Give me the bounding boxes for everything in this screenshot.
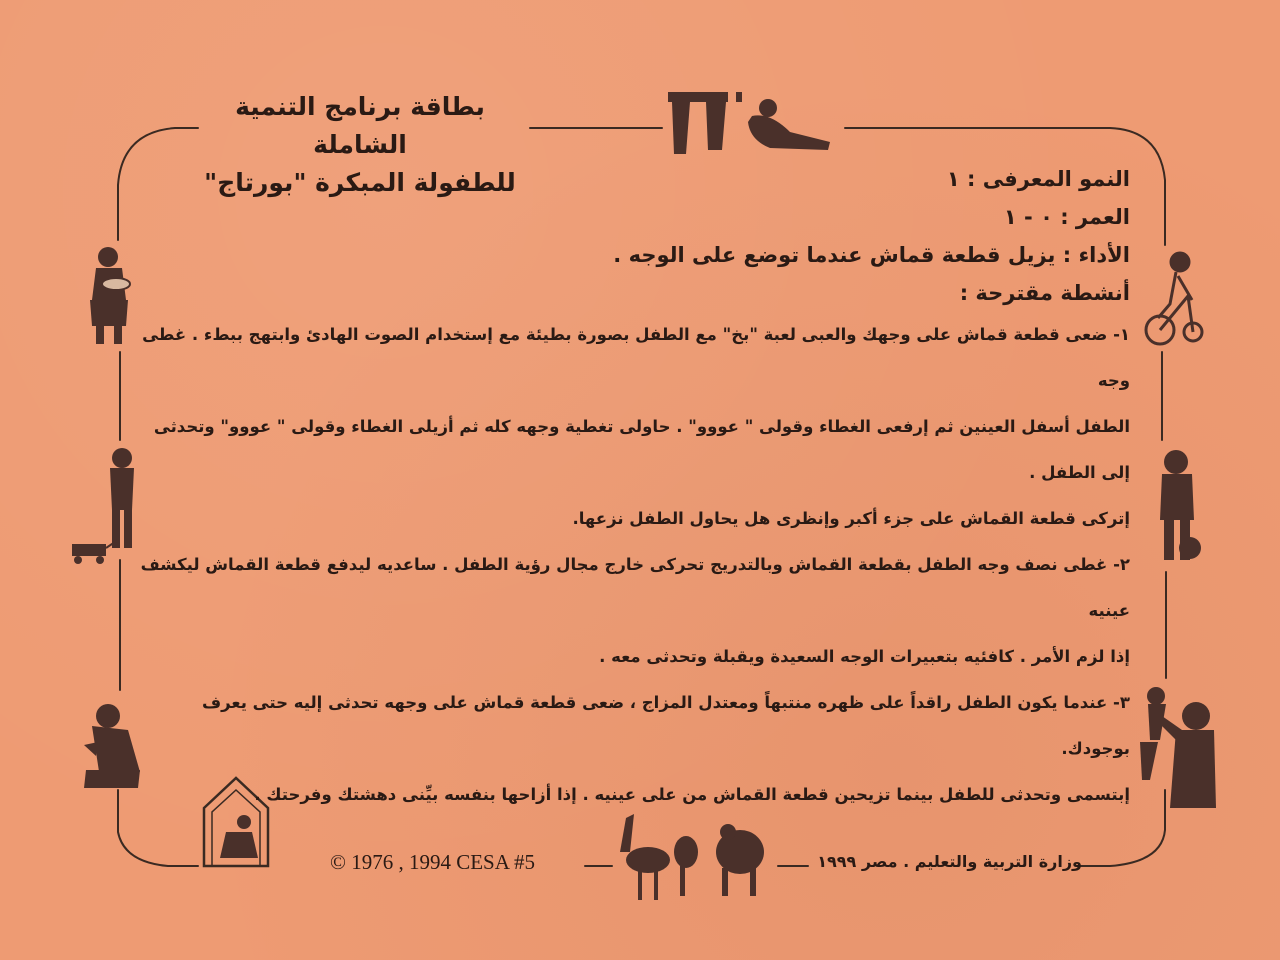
activity-line: الطفل أسفل العينين ثم إرفعى الغطاء وقولى " عووو" . حاولى تغطية وجهه كله ثم أزيلى الغطاء وقولى " عووو" وتحدثى إلى الطفل . (153, 417, 1130, 482)
header-line-1: بطاقة برنامج التنمية الشاملة (235, 92, 485, 159)
domain-label: النمو المعرفى : ١ (946, 167, 1130, 191)
age-label: العمر : ٠ - ١ (1003, 205, 1130, 229)
card-content (130, 160, 1130, 818)
parent-lifting-child-icon (1140, 687, 1216, 808)
activity-line: ٣- عندما يكون الطفل راقداً على ظهره منتبهاً ومعتدل المزاج ، ضعى قطعة قماش على وجهه تحدثى إليه حتى يعرف بوجودك. (201, 693, 1130, 758)
activity-line: ٢- غطى نصف وجه الطفل بقطعة القماش وبالتدريج تحركى خارج مجال رؤية الطفل . ساعديه ليدفع قطعة القماش ليكشف عينيه (140, 555, 1130, 620)
child-on-floor-icon (668, 92, 830, 154)
activity-line: إبتسمى وتحدثى للطفل بينما تزيحين قطعة القماش من على عينيه . إذا أزاحها بنفسه بيِّنى دهشتك وفرحتك . (254, 785, 1130, 804)
activity-line: إذا لزم الأمر . كافئيه بتعبيرات الوجه السعيدة ويقبلة وتحدثى معه . (599, 647, 1130, 666)
child-holding-toy-icon (90, 247, 130, 344)
activities-title: أنشطة مقترحة : (959, 281, 1130, 305)
header-line-2: للطفولة المبكرة "بورتاج" (204, 168, 516, 197)
performance-label: الأداء : يزيل قطعة قماش عندما توضع على الوجه . (613, 243, 1130, 267)
activity-line: إتركى قطعة القماش على جزء أكبر وإنظرى هل يحاول الطفل نزعها. (572, 509, 1130, 528)
child-on-tricycle-icon (1146, 253, 1202, 344)
child-with-ball-icon (1160, 450, 1201, 560)
copyright-text: © 1976 , 1994 CESA #5 (330, 850, 535, 874)
child-pulling-toy-icon (72, 448, 134, 564)
activity-line: ١- ضعى قطعة قماش على وجهك والعبى لعبة "بخ" مع الطفل بصورة بطيئة مع إستخدام الصوت الهادئ وابتهج ببطء . غطى وجه (142, 325, 1130, 390)
animals-icon (620, 814, 764, 900)
ministry-text: وزارة التربية والتعليم . مصر ١٩٩٩ (817, 852, 1082, 871)
